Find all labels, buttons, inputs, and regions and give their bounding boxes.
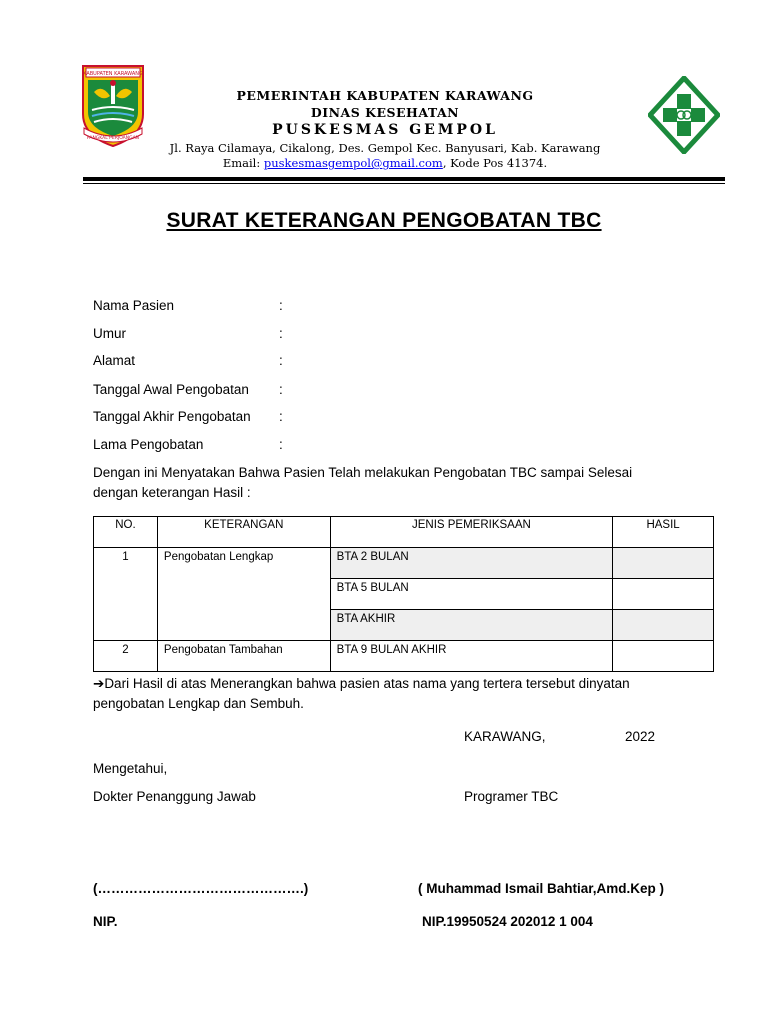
email-prefix: Email:: [222, 156, 264, 170]
field-label-tanggal-awal: Tanggal Awal Pengobatan: [93, 382, 249, 397]
conclusion-line-1: [93, 674, 630, 694]
field-colon-tanggal-akhir: :: [279, 409, 283, 424]
field-label-nama: Nama Pasien: [93, 298, 175, 313]
right-signatory-role: Programer TBC: [464, 789, 559, 804]
row2-jenis: BTA 9 BULAN AKHIR: [330, 641, 612, 672]
arrow-right-icon: ➔: [93, 676, 105, 691]
table-header-row: [94, 517, 714, 548]
svg-text:KABUPATEN KARAWANG: KABUPATEN KARAWANG: [83, 71, 143, 77]
right-signatory-name: ( Muhammad Ismail Bahtiar,Amd.Kep ): [418, 881, 665, 896]
left-signatory-nip: NIP.: [93, 914, 118, 929]
karawang-crest-logo: [80, 62, 146, 148]
header-government: PEMERINTAH KABUPATEN KARAWANG: [236, 88, 534, 103]
results-table: [93, 516, 714, 672]
header-department: DINAS KESEHATAN: [310, 105, 460, 120]
field-colon-lama: :: [279, 437, 283, 452]
header-institution: PUSKESMAS GEMPOL: [272, 122, 498, 138]
right-signatory-nip: NIP.19950524 202012 1 004: [422, 914, 593, 929]
statement-paragraph: [93, 463, 632, 503]
row1-keterangan: Pengobatan Lengkap: [157, 548, 330, 641]
header-hasil: HASIL: [613, 517, 714, 548]
puskesmas-logo: [648, 76, 720, 154]
row1-hasil-1: [613, 548, 714, 579]
field-label-lama: Lama Pengobatan: [93, 437, 204, 452]
header-divider-thin: [83, 183, 725, 184]
table-row: [94, 548, 714, 579]
place-label: KARAWANG,: [464, 729, 546, 744]
field-label-alamat: Alamat: [93, 353, 136, 368]
conclusion-paragraph: [93, 674, 630, 714]
row1-jenis-1: BTA 2 BULAN: [330, 548, 612, 579]
svg-text:PANGKAL PERJOANGAN: PANGKAL PERJOANGAN: [86, 136, 140, 141]
row1-hasil-3: [613, 610, 714, 641]
header-jenis: JENIS PEMERIKSAAN: [330, 517, 612, 548]
field-colon-alamat: :: [279, 353, 283, 368]
header-address: Jl. Raya Cilamaya, Cikalong, Des. Gempol Kec. Banyusari, Kab. Karawang: [169, 141, 601, 155]
statement-line-1: Dengan ini Menyatakan Bahwa Pasien Telah melakukan Pengobatan TBC sampai Selesai: [93, 465, 633, 480]
table-row: [94, 641, 714, 672]
field-colon-nama: :: [279, 298, 283, 313]
row1-jenis-2: BTA 5 BULAN: [330, 579, 612, 610]
row1-jenis-3: BTA AKHIR: [330, 610, 612, 641]
email-link[interactable]: puskesmasgempol@gmail.com: [263, 156, 443, 170]
row2-hasil: [613, 641, 714, 672]
header-no: NO.: [94, 517, 158, 548]
field-label-tanggal-akhir: Tanggal Akhir Pengobatan: [93, 409, 251, 424]
document-title: SURAT KETERANGAN PENGOBATAN TBC: [166, 209, 602, 232]
statement-line-2: dengan keterangan Hasil :: [93, 485, 251, 500]
conclusion-text-1: Dari Hasil di atas Menerangkan bahwa pasien atas nama yang tertera tersebut dinyatan: [104, 676, 630, 691]
left-signatory-role: Dokter Penanggung Jawab: [93, 789, 256, 804]
left-signatory-name: (……………………………………….): [93, 881, 309, 896]
field-colon-umur: :: [279, 326, 283, 341]
header-divider-thick: [83, 177, 725, 181]
field-colon-tanggal-awal: :: [279, 382, 283, 397]
conclusion-line-2: pengobatan Lengkap dan Sembuh.: [93, 696, 304, 711]
header-contact: [140, 156, 630, 170]
row2-keterangan: Pengobatan Tambahan: [157, 641, 330, 672]
row1-hasil-2: [613, 579, 714, 610]
row1-no: 1: [94, 548, 158, 641]
field-label-umur: Umur: [93, 326, 126, 341]
header-keterangan: KETERANGAN: [157, 517, 330, 548]
mengetahui-label: Mengetahui,: [93, 761, 168, 776]
postal-code: , Kode Pos 41374.: [442, 156, 548, 170]
year-label: 2022: [625, 729, 656, 744]
row2-no: 2: [94, 641, 158, 672]
